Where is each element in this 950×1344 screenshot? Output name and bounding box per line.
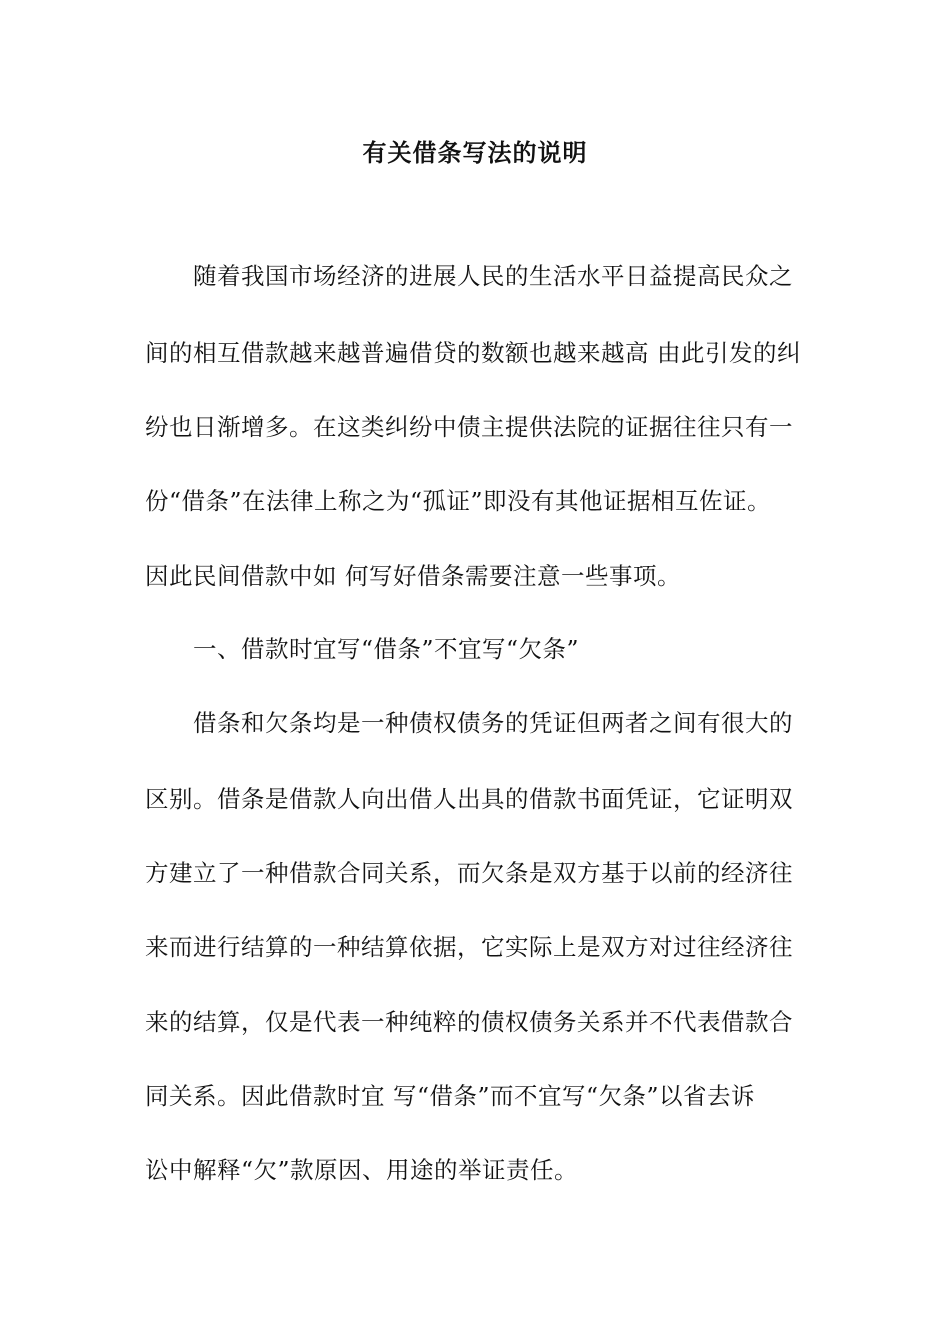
- paragraph-line: 随着我国市场经济的进展人民的生活水平日益提高民众之: [193, 262, 793, 290]
- paragraph-line: 借条和欠条均是一种债权债务的凭证但两者之间有很大的: [193, 709, 793, 737]
- paragraph-line: 同关系。因此借款时宜 写“借条”而不宜写“欠条”以省去诉: [145, 1082, 756, 1110]
- paragraph-line: 因此民间借款中如 何写好借条需要注意一些事项。: [145, 562, 681, 590]
- paragraph-line: 方建立了一种借款合同关系，而欠条是双方基于以前的经济往: [145, 859, 793, 887]
- paragraph-line: 来而进行结算的一种结算依据，它实际上是双方对过往经济往: [145, 933, 793, 961]
- paragraph-line: 区别。借条是借款人向出借人出具的借款书面凭证，它证明双: [145, 785, 793, 813]
- section-heading: 一、借款时宜写“借条”不宜写“欠条”: [193, 635, 580, 663]
- paragraph-line: 讼中解释“欠”款原因、用途的举证责任。: [145, 1156, 579, 1184]
- paragraph-line: 份“借条”在法律上称之为“孤证”即没有其他证据相互佐证。: [145, 487, 772, 515]
- paragraph-line: 来的结算，仅是代表一种纯粹的债权债务关系并不代表借款合: [145, 1008, 793, 1036]
- paragraph-line: 间的相互借款越来越普遍借贷的数额也越来越高 由此引发的纠: [145, 339, 801, 367]
- paragraph-line: 纷也日渐增多。在这类纠纷中债主提供法院的证据往往只有一: [145, 413, 793, 441]
- document-title: 有关借条写法的说明: [362, 138, 588, 167]
